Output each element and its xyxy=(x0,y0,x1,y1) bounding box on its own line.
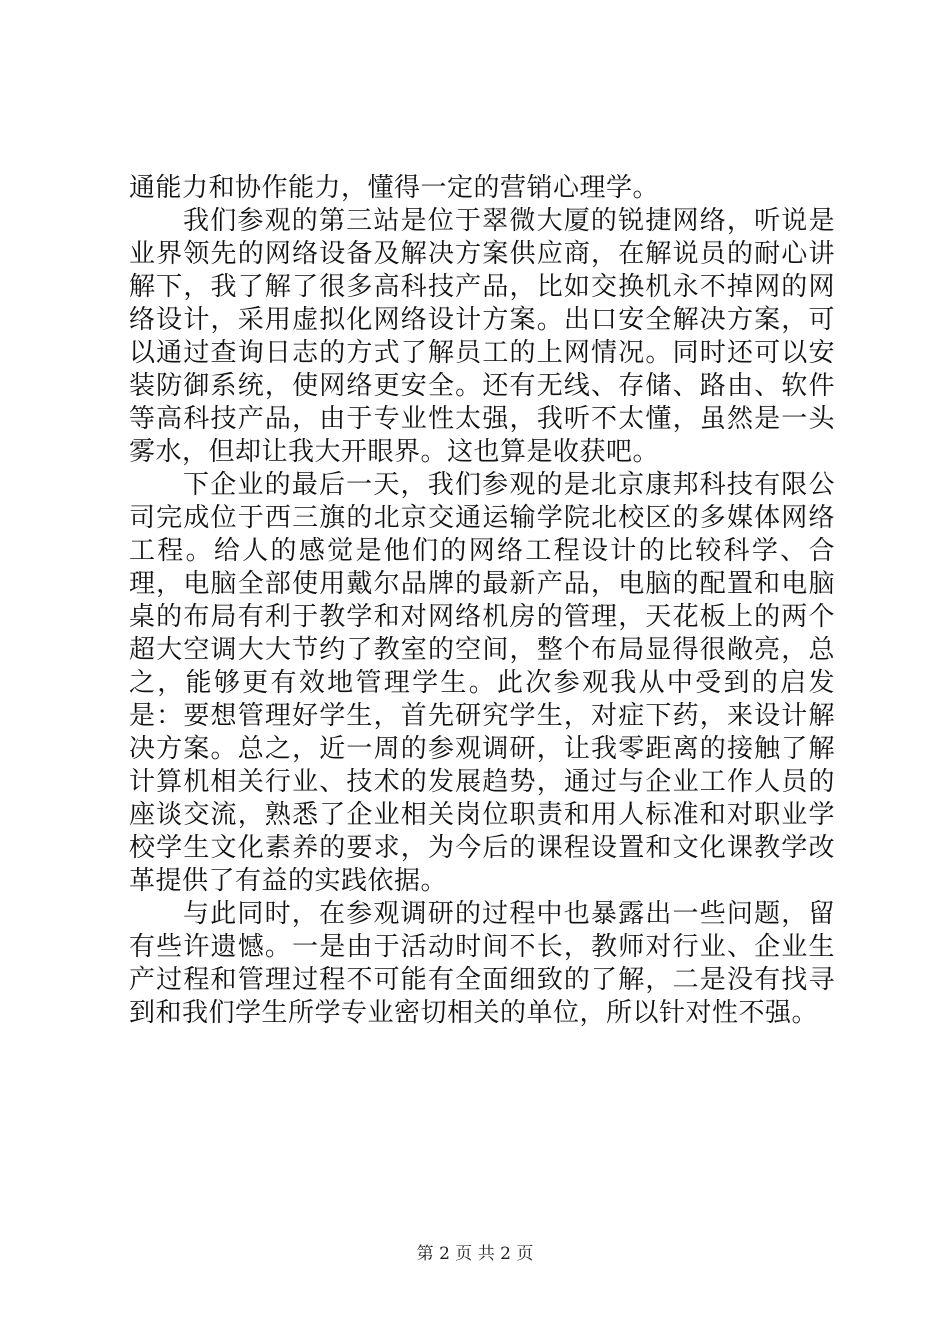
document-body xyxy=(129,172,835,1030)
page-footer: 第 2 页 共 2 页 xyxy=(416,1244,534,1264)
paragraph-last-day: 下企业的最后一天，我们参观的是北京康邦科技有限公司完成位于西三旗的北京交通运输学院北校区的多媒体网络工程。给人的感觉是他们的网络工程设计的比较科学、合理，电脑全部使用戴尔品牌的最新产品，电脑的配置和电脑桌的布局有利于教学和对网络机房的管理，天花板上的两个超大空调大大节约了教室的空间，整个布局显得很敞亮，总之，能够更有效地管理学生。此次参观我从中受到的启发是：要想管理好学生，首先研究学生，对症下药，来设计解决方案。总之，近一周的参观调研，让我零距离的接触了解计算机相关行业、技术的发展趋势，通过与企业工作人员的座谈交流，熟悉了企业相关岗位职责和用人标准和对职业学校学生文化素养的要求，为今后的课程设置和文化课教学改革提供了有益的实践依据。 xyxy=(129,470,835,896)
paragraph-third-visit: 我们参观的第三站是位于翠微大厦的锐捷网络，听说是业界领先的网络设备及解决方案供应商，在解说员的耐心讲解下，我了解了很多高科技产品，比如交换机永不掉网的网络设计，采用虚拟化网络设计方案。出口安全解决方案，可以通过查询日志的方式了解员工的上网情况。同时还可以安装防御系统，使网络更安全。还有无线、存储、路由、软件等高科技产品，由于专业性太强，我听不太懂，虽然是一头雾水，但却让我大开眼界。这也算是收获吧。 xyxy=(129,206,835,467)
paragraph-issues: 与此同时，在参观调研的过程中也暴露出一些问题，留有些许遗憾。一是由于活动时间不长，教师对行业、企业生产过程和管理过程不可能有全面细致的了解，二是没有找寻到和我们学生所学专业密切相关的单位，所以针对性不强。 xyxy=(129,899,835,1028)
paragraph-continuation: 通能力和协作能力，懂得一定的营销心理学。 xyxy=(129,173,660,203)
